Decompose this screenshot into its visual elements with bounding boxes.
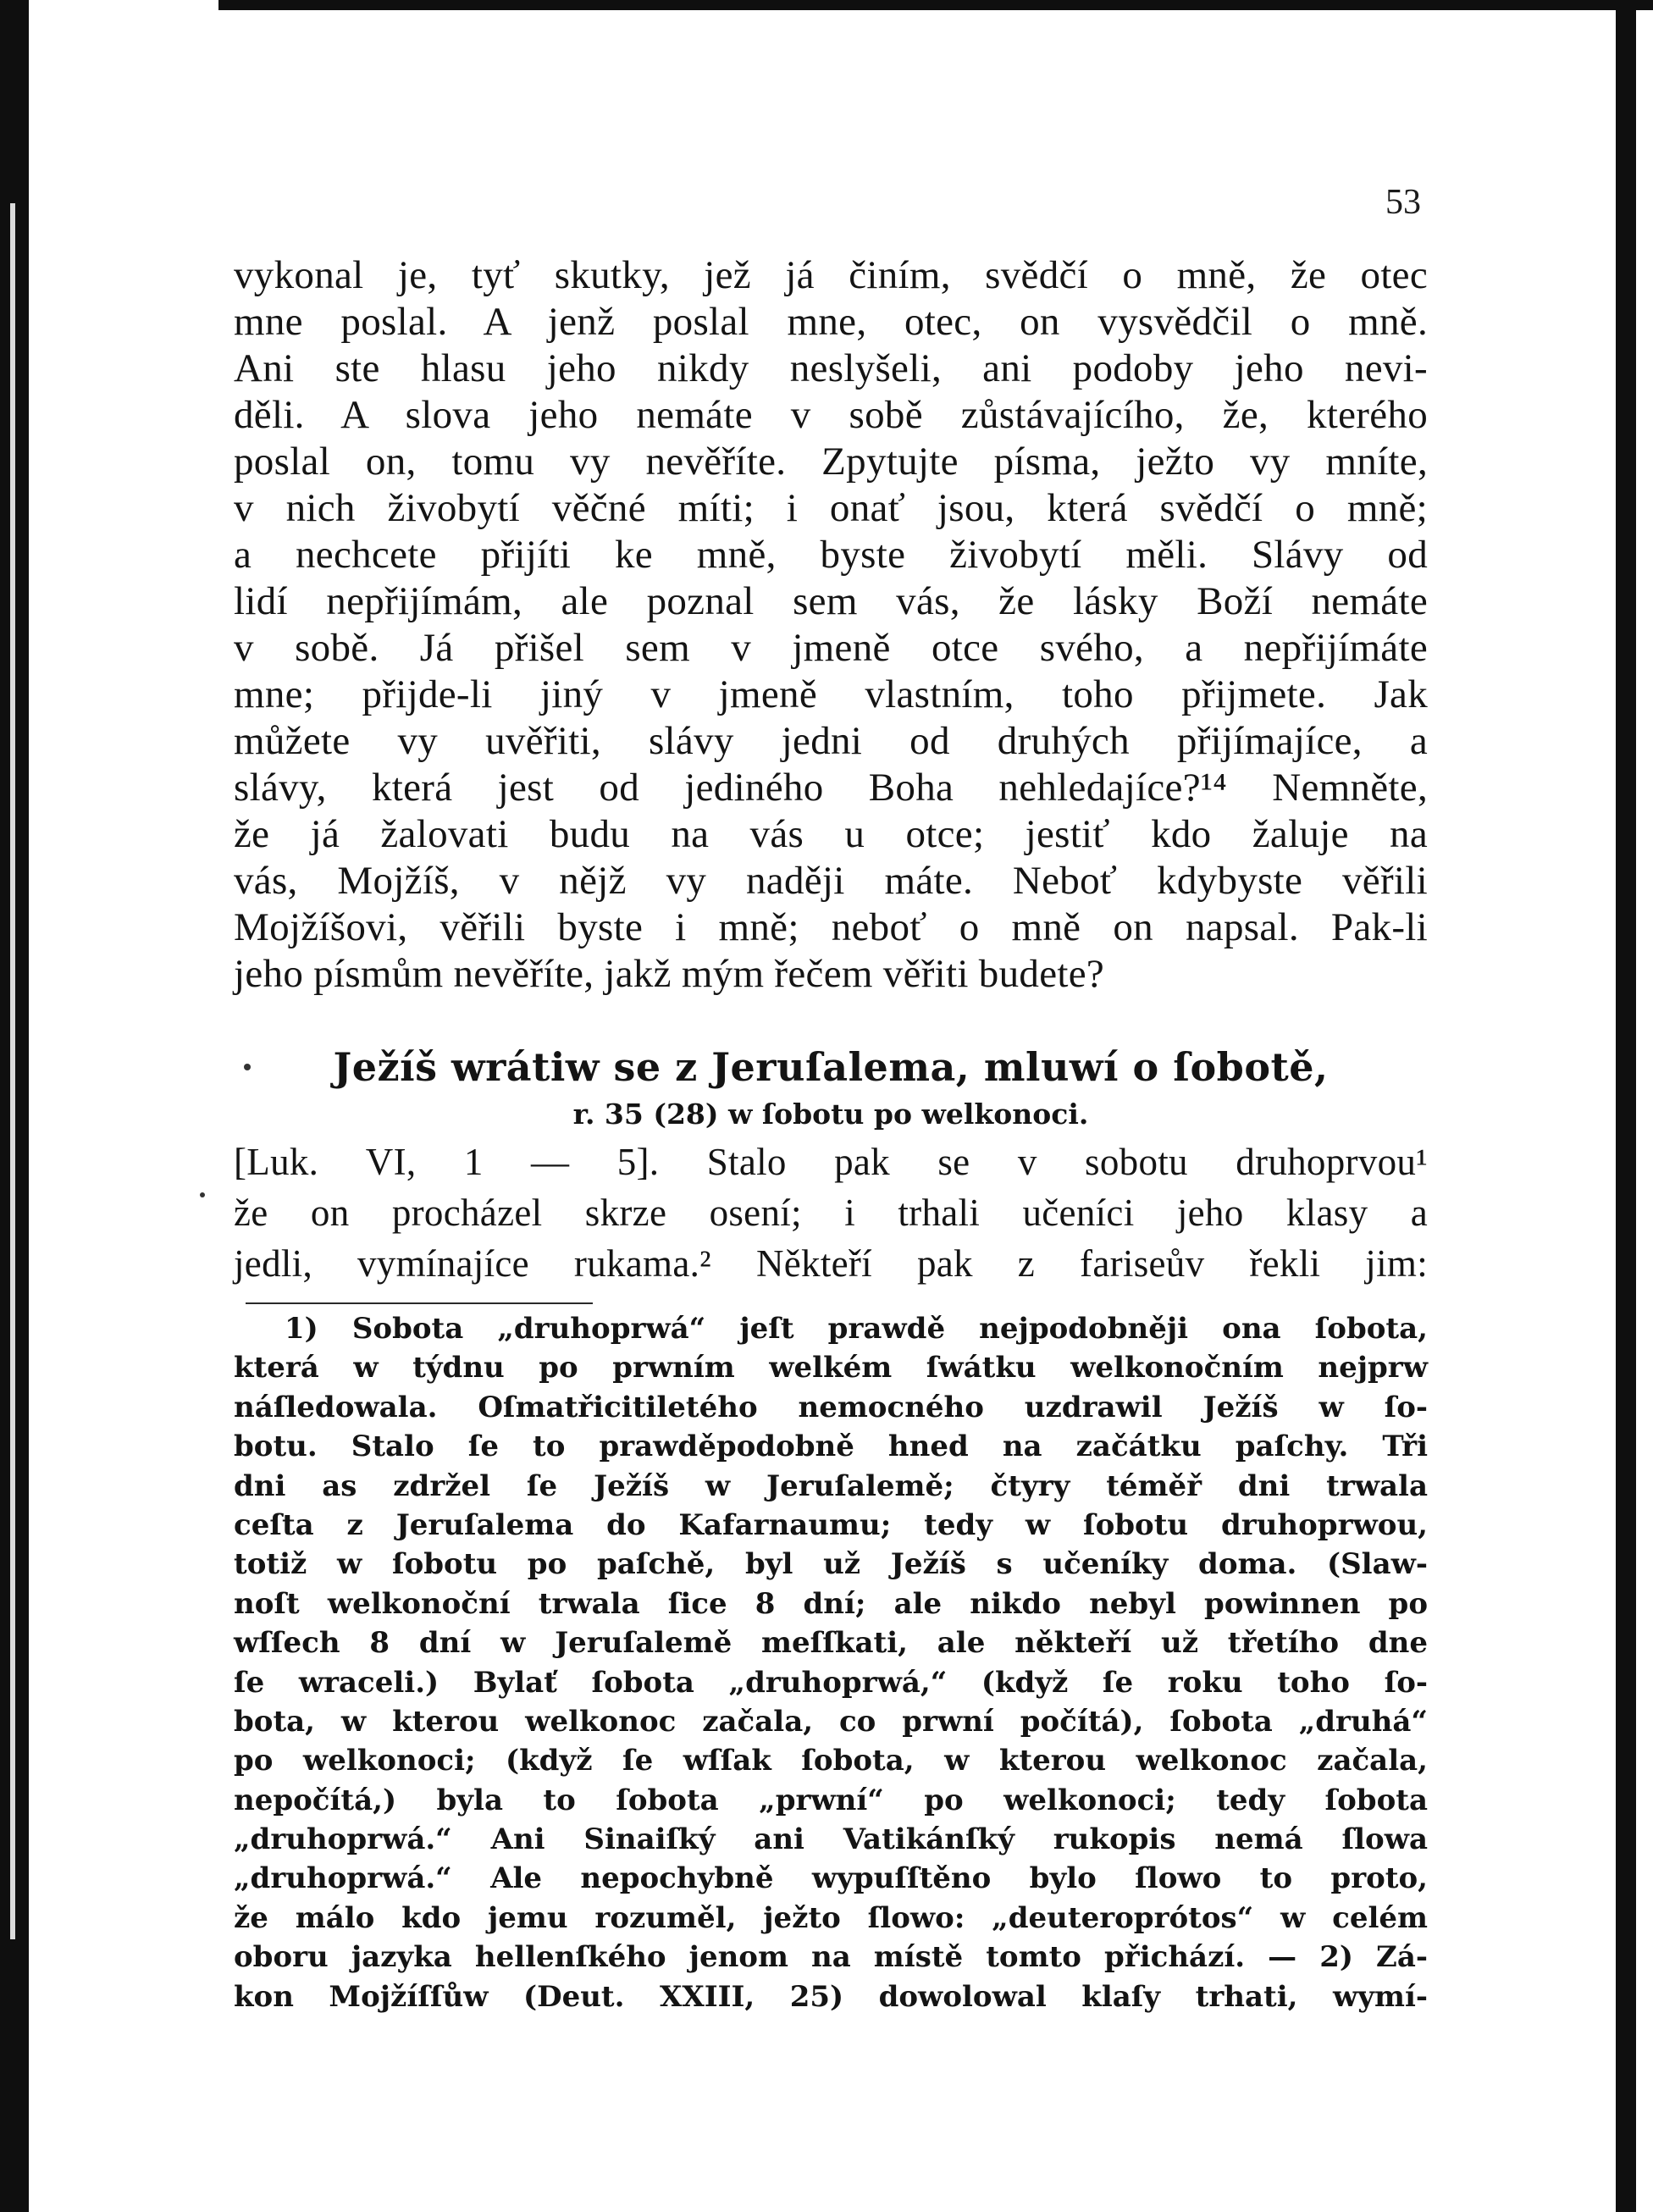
text-line: můžete vy uvěřiti, slávy jedni od druhých přijímajíce, a	[234, 719, 1428, 763]
footnote-separator	[246, 1302, 593, 1304]
footnote-line: kon Mojžíſſůw (Deut. XXIII, 25) dowolowal klaſy trhati, wymí-	[234, 1979, 1428, 2014]
footnotes	[234, 1309, 1428, 2016]
text-line: [Luk. VI, 1 — 5]. Stalo pak se v sobotu druhoprvou¹	[234, 1141, 1428, 1183]
text-line: v sobě. Já přišel sem v jmeně otce svého, a nepřijímáte	[234, 626, 1428, 670]
scan-artifact	[10, 203, 15, 1939]
text-line: že já žalovati budu na vás u otce; jestiť kdo žaluje na	[234, 812, 1428, 856]
footnote-line: botu. Stalo ſe to prawděpodobně hned na začátku paſchy. Tři	[234, 1430, 1428, 1464]
text-line: vykonal je, tyť skutky, jež já činím, svědčí o mně, že otec	[234, 253, 1428, 297]
section-heading: Ježíš wrátiw se z Jeruſalema, mluwí o ſobotě,	[333, 1044, 1329, 1090]
text-line: mne; přijde-li jiný v jmeně vlastním, toho přijmete. Jak	[234, 672, 1428, 716]
footnote-line: ſe wraceli.) Bylať ſobota „druhoprwá,“ (když ſe roku toho ſo-	[234, 1665, 1428, 1700]
footnote-line: noſt welkonoční trwala ſice 8 dní; ale nikdo nebyl powinnen po	[234, 1586, 1428, 1621]
text-line: děli. A slova jeho nemáte v sobě zůstávajícího, že, kterého	[234, 393, 1428, 437]
text-line: jeho písmům nevěříte, jakž mým řečem věřiti budete?	[234, 952, 1105, 996]
footnote-line: „druhoprwá.“ Ani Sinaiſký ani Vatikánſký rukopis nemá ſlowa	[234, 1822, 1428, 1857]
footnote-line: wſſech 8 dní w Jeruſalemě meſſkati, ale někteří už třetího dne	[234, 1626, 1428, 1661]
text-line: Ani ste hlasu jeho nikdy neslyšeli, ani podoby jeho nevi-	[234, 346, 1428, 390]
footnote-line: ceſta z Jeruſalema do Kafarnaumu; tedy w ſobotu druhoprwou,	[234, 1507, 1428, 1542]
text-line: Mojžíšovi, věřili byste i mně; neboť o mně on napsal. Pak-li	[234, 905, 1428, 949]
footnote-line: že málo kdo jemu rozuměl, ježto ſlowo: „deuteroprótos“ w celém	[234, 1900, 1428, 1935]
gospel-passage	[234, 1136, 1428, 1289]
text-line: poslal on, tomu vy nevěříte. Zpytujte písma, ježto vy mníte,	[234, 440, 1428, 484]
footnote-line: oboru jazyka hellenſkého jenom na místě tomto přichází. — 2) Zá-	[234, 1940, 1428, 1975]
text-line: a nechcete přijíti ke mně, byste živobytí měli. Slávy od	[234, 533, 1428, 577]
footnote-line: totiž w ſobotu po paſchě, byl už Ježíš s učeníky doma. (Slaw-	[234, 1547, 1428, 1582]
page-number: 53	[1385, 183, 1421, 222]
text-line: mne poslal. A jenž poslal mne, otec, on vysvědčil o mně.	[234, 300, 1428, 344]
text-line: vás, Mojžíš, v nějž vy naději máte. Neboť kdybyste věřili	[234, 859, 1428, 903]
footnote-line: dni as zdržel ſe Ježíš w Jeruſalemě; čtyry téměř dni trwala	[234, 1468, 1428, 1503]
footnote-line: nepočítá,) byla to ſobota „prwní“ po welkonoci; tedy ſobota	[234, 1783, 1428, 1817]
footnote-line: která w týdnu po prwním welkém ſwátku welkonočním nejprw	[234, 1351, 1428, 1385]
section-subheading: r. 35 (28) w ſobotu po welkonoci.	[572, 1098, 1089, 1131]
text-line: že on procházel skrze osení; i trhali učeníci jeho klasy a	[234, 1192, 1428, 1234]
footnote-line: náſledowala. Oſmatřicitiletého nemocného uzdrawil Ježíš w ſo-	[234, 1390, 1428, 1424]
text-line: slávy, která jest od jediného Boha nehledajíce?¹⁴ Nemněte,	[234, 766, 1428, 810]
footnote-line: po welkonoci; (když ſe wſſak ſobota, w kterou welkonoc začala,	[234, 1744, 1428, 1778]
text-line: lidí nepřijímám, ale poznal sem vás, že lásky Boží nemáte	[234, 579, 1428, 623]
scan-border-top	[218, 0, 1653, 10]
footnote-line: 1) Sobota „druhoprwá“ jeſt prawdě nejpodobněji ona ſobota,	[285, 1312, 1428, 1346]
text-line: jedli, vymínajíce rukama.² Někteří pak z fariseův řekli jim:	[234, 1242, 1428, 1285]
margin-mark	[200, 1192, 205, 1197]
footnote-line: bota, w kterou welkonoc začala, co prwní počítá), ſobota „druhá“	[234, 1704, 1428, 1739]
footnote-line: „druhoprwá.“ Ale nepochybně wypuſſtěno bylo ſlowo to proto,	[234, 1861, 1428, 1896]
main-text	[234, 252, 1428, 998]
text-line: v nich živobytí věčné míti; i onať jsou, která svědčí o mně;	[234, 486, 1428, 530]
scan-border-right	[1616, 0, 1636, 2212]
